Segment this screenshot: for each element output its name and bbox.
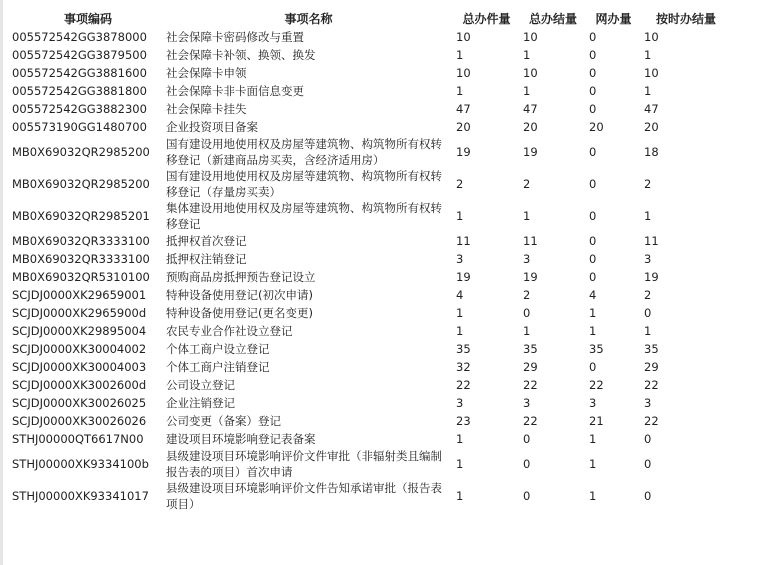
cell-done: 35	[523, 342, 538, 356]
cell-code: SCJDJ0000XK30004003	[12, 360, 147, 374]
cell-online: 22	[589, 378, 604, 392]
cell-online: 0	[589, 252, 597, 266]
cell-code: STHJ00000XK93341017	[12, 489, 149, 503]
table-row	[12, 232, 731, 250]
table-row	[12, 322, 731, 340]
table-row	[12, 358, 731, 376]
table-row	[12, 480, 731, 512]
cell-ontime: 1	[644, 84, 652, 98]
cell-done: 1	[523, 48, 531, 62]
cell-done: 10	[523, 30, 538, 44]
cell-total: 11	[456, 234, 471, 248]
cell-total: 10	[456, 30, 471, 44]
column-header-ontime: 按时办结量	[655, 11, 716, 26]
cell-total: 4	[456, 288, 464, 302]
table-row	[12, 28, 731, 46]
cell-ontime: 2	[644, 288, 652, 302]
cell-code: STHJ00000QT6617N00	[12, 432, 144, 446]
cell-total: 20	[456, 120, 471, 134]
cell-online: 0	[589, 234, 597, 248]
cell-online: 0	[589, 270, 597, 284]
cell-ontime: 20	[644, 120, 659, 134]
cell-done: 19	[523, 270, 538, 284]
cell-name: 农民专业合作社设立登记	[166, 324, 293, 338]
table-row	[12, 168, 731, 200]
cell-ontime: 2	[644, 177, 652, 191]
cell-name: 县级建设项目环境影响评价文件告知承诺审批（报告表项目）	[166, 481, 442, 511]
cell-name: 公司设立登记	[166, 378, 235, 392]
cell-online: 0	[589, 30, 597, 44]
cell-code: SCJDJ0000XK30026026	[12, 414, 147, 428]
cell-done: 29	[523, 360, 538, 374]
cell-ontime: 1	[644, 209, 652, 223]
cell-done: 1	[523, 84, 531, 98]
cell-ontime: 29	[644, 360, 659, 374]
cell-code: 005572542GG3882300	[12, 102, 147, 116]
cell-ontime: 19	[644, 270, 659, 284]
cell-name: 特种设备使用登记(更名变更)	[166, 306, 313, 320]
column-header-done: 总办结量	[528, 11, 577, 26]
cell-total: 1	[456, 432, 464, 446]
cell-ontime: 22	[644, 414, 659, 428]
cell-done: 0	[523, 489, 531, 503]
cell-total: 23	[456, 414, 471, 428]
cell-code: STHJ00000XK9334100b	[12, 457, 149, 471]
cell-done: 1	[523, 209, 531, 223]
cell-code: MB0X69032QR3333100	[12, 234, 150, 248]
cell-code: MB0X69032QR3333100	[12, 252, 150, 266]
cell-ontime: 0	[644, 306, 652, 320]
cell-ontime: 10	[644, 30, 659, 44]
cell-done: 11	[523, 234, 538, 248]
cell-online: 1	[589, 489, 597, 503]
cell-name: 抵押权首次登记	[166, 234, 247, 248]
cell-name: 预购商品房抵押预告登记设立	[166, 270, 316, 284]
table-row	[12, 64, 731, 82]
cell-code: 005573190GG1480700	[12, 120, 147, 134]
cell-ontime: 35	[644, 342, 659, 356]
table-row	[12, 200, 731, 232]
cell-done: 22	[523, 378, 538, 392]
cell-code: MB0X69032QR2985201	[12, 209, 150, 223]
cell-done: 20	[523, 120, 538, 134]
cell-done: 10	[523, 66, 538, 80]
cell-ontime: 1	[644, 48, 652, 62]
cell-code: SCJDJ0000XK29895004	[12, 324, 147, 338]
cell-code: SCJDJ0000XK29659001	[12, 288, 147, 302]
cell-online: 0	[589, 360, 597, 374]
cell-name: 社会保障卡密码修改与重置	[166, 30, 304, 44]
table-row	[12, 286, 731, 304]
cell-online: 1	[589, 306, 597, 320]
cell-total: 3	[456, 396, 464, 410]
table-row	[12, 136, 731, 168]
cell-ontime: 11	[644, 234, 659, 248]
column-header-code: 事项编码	[63, 11, 112, 26]
cell-online: 1	[589, 432, 597, 446]
cell-total: 47	[456, 102, 471, 116]
table-row	[12, 100, 731, 118]
cell-name: 抵押权注销登记	[166, 252, 247, 266]
cell-online: 0	[589, 209, 597, 223]
table-row	[12, 340, 731, 358]
cell-total: 3	[456, 252, 464, 266]
table-row	[12, 412, 731, 430]
table-row	[12, 82, 731, 100]
cell-online: 0	[589, 145, 597, 159]
cell-online: 4	[589, 288, 597, 302]
cell-ontime: 3	[644, 396, 652, 410]
cell-ontime: 47	[644, 102, 659, 116]
cell-total: 35	[456, 342, 471, 356]
cell-name: 企业注销登记	[166, 396, 235, 410]
cell-total: 22	[456, 378, 471, 392]
header-row	[12, 9, 731, 28]
cell-online: 1	[589, 457, 597, 471]
cell-done: 22	[523, 414, 538, 428]
cell-name: 社会保障卡非卡面信息变更	[166, 84, 304, 98]
cell-online: 3	[589, 396, 597, 410]
cell-name: 社会保障卡申领	[166, 66, 247, 80]
cell-name: 国有建设用地使用权及房屋等建筑物、构筑物所有权转移登记（新建商品房买卖，含经济适用房）	[166, 137, 442, 167]
cell-code: SCJDJ0000XK2965900d	[12, 306, 147, 320]
cell-name: 建设项目环境影响登记表备案	[166, 432, 316, 446]
cell-done: 0	[523, 306, 531, 320]
cell-online: 0	[589, 177, 597, 191]
column-header-name: 事项名称	[284, 11, 333, 26]
column-header-total: 总办件量	[462, 11, 511, 26]
table-row	[12, 304, 731, 322]
cell-code: 005572542GG3879500	[12, 48, 147, 62]
cell-online: 35	[589, 342, 604, 356]
cell-ontime: 1	[644, 324, 652, 338]
cell-done: 0	[523, 432, 531, 446]
cell-name: 公司变更（备案）登记	[166, 414, 281, 428]
cell-name: 企业投资项目备案	[166, 120, 258, 134]
cell-ontime: 22	[644, 378, 659, 392]
cell-code: 005572542GG3878000	[12, 30, 147, 44]
cell-name: 个体工商户注销登记	[166, 360, 270, 374]
cell-code: SCJDJ0000XK3002600d	[12, 378, 147, 392]
cell-code: SCJDJ0000XK30026025	[12, 396, 147, 410]
cell-total: 1	[456, 457, 464, 471]
table-row	[12, 394, 731, 412]
cell-total: 19	[456, 270, 471, 284]
table-row	[12, 430, 731, 448]
cell-done: 2	[523, 288, 531, 302]
cell-done: 47	[523, 102, 538, 116]
cell-name: 社会保障卡挂失	[166, 102, 247, 116]
cell-code: SCJDJ0000XK30004002	[12, 342, 147, 356]
table-row	[12, 118, 731, 136]
table-row	[12, 448, 731, 480]
table-row	[12, 376, 731, 394]
cell-done: 3	[523, 396, 531, 410]
cell-done: 2	[523, 177, 531, 191]
cell-total: 10	[456, 66, 471, 80]
cell-online: 1	[589, 324, 597, 338]
cell-total: 1	[456, 209, 464, 223]
cell-done: 0	[523, 457, 531, 471]
cell-online: 0	[589, 102, 597, 116]
table-row	[12, 250, 731, 268]
cell-code: 005572542GG3881800	[12, 84, 147, 98]
cell-name: 个体工商户设立登记	[166, 342, 270, 356]
cell-ontime: 0	[644, 432, 652, 446]
cell-code: MB0X69032QR2985200	[12, 145, 150, 159]
cell-online: 0	[589, 66, 597, 80]
cell-ontime: 18	[644, 145, 659, 159]
cell-ontime: 0	[644, 457, 652, 471]
cell-name: 国有建设用地使用权及房屋等建筑物、构筑物所有权转移登记（存量房买卖）	[166, 169, 442, 199]
cell-code: MB0X69032QR2985200	[12, 177, 150, 191]
cell-online: 0	[589, 48, 597, 62]
table-row	[12, 46, 731, 64]
cell-total: 1	[456, 84, 464, 98]
cell-done: 1	[523, 324, 531, 338]
table-row	[12, 268, 731, 286]
cell-total: 1	[456, 48, 464, 62]
cell-total: 2	[456, 177, 464, 191]
cell-done: 19	[523, 145, 538, 159]
cell-name: 集体建设用地使用权及房屋等建筑物、构筑物所有权转移登记	[166, 201, 442, 231]
cell-code: MB0X69032QR5310100	[12, 270, 150, 284]
cell-done: 3	[523, 252, 531, 266]
cell-ontime: 10	[644, 66, 659, 80]
table-body	[12, 28, 731, 512]
cell-total: 1	[456, 489, 464, 503]
cell-ontime: 3	[644, 252, 652, 266]
column-header-online: 网办量	[595, 11, 632, 26]
cell-name: 县级建设项目环境影响评价文件审批（非辐射类且编制报告表的项目）首次申请	[166, 449, 442, 479]
statistics-table	[12, 9, 731, 512]
cell-ontime: 0	[644, 489, 652, 503]
cell-name: 特种设备使用登记(初次申请)	[166, 288, 313, 302]
cell-online: 21	[589, 414, 604, 428]
cell-total: 19	[456, 145, 471, 159]
cell-online: 0	[589, 84, 597, 98]
cell-total: 1	[456, 306, 464, 320]
cell-name: 社会保障卡补领、换领、换发	[166, 48, 316, 62]
cell-code: 005572542GG3881600	[12, 66, 147, 80]
cell-online: 20	[589, 120, 604, 134]
cell-total: 32	[456, 360, 471, 374]
cell-total: 1	[456, 324, 464, 338]
